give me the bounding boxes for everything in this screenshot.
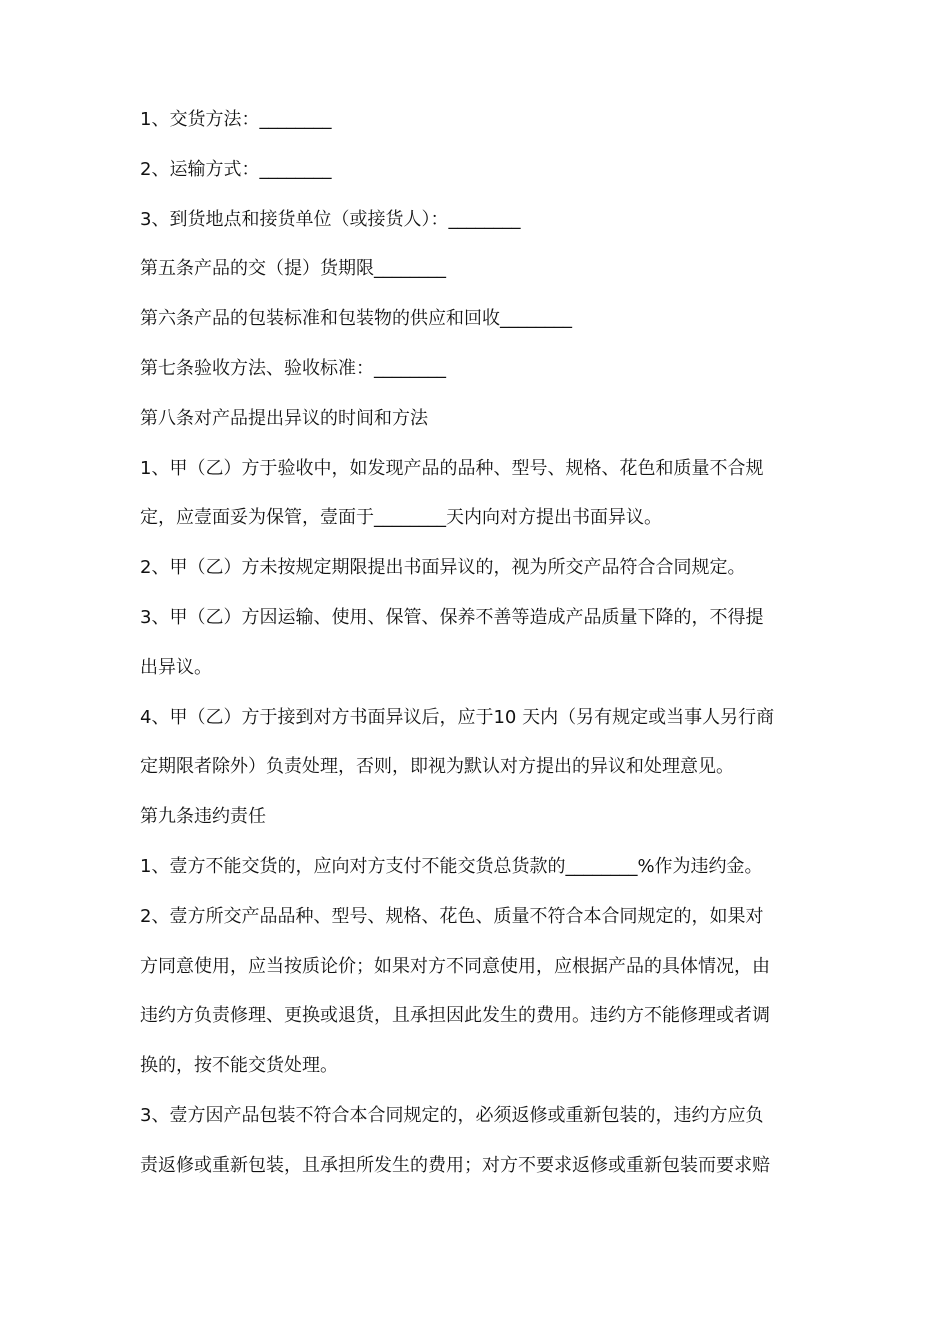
article-9-item-2-line-2: 方同意使用，应当按质论价；如果对方不同意使用，应根据产品的具体情况，由 — [140, 955, 770, 977]
article-9-item-2-line-4: 换的，按不能交货处理。 — [140, 1055, 338, 1077]
article-8-heading: 第八条对产品提出异议的时间和方法 — [140, 407, 428, 429]
article-9-heading: 第九条违约责任 — [140, 806, 266, 828]
article-7-line: 第七条验收方法、验收标准：________ — [140, 357, 446, 379]
article-9-item-3-line-2: 责返修或重新包装，且承担所发生的费用；对方不要求返修或重新包装而要求赔 — [140, 1154, 770, 1176]
article-8-item-3-line-1: 3、甲（乙）方因运输、使用、保管、保养不善等造成产品质量下降的，不得提 — [140, 606, 764, 628]
article-9-item-3-line-1: 3、壹方因产品包装不符合本合同规定的，必须返修或重新包装的，违约方应负 — [140, 1104, 764, 1126]
article-8-item-2: 2、甲（乙）方未按规定期限提出书面异议的，视为所交产品符合合同规定。 — [140, 557, 746, 579]
delivery-method-line: 1、交货方法：________ — [140, 109, 332, 130]
article-5-line: 第五条产品的交（提）货期限________ — [140, 258, 446, 280]
arrival-place-line: 3、到货地点和接货单位（或接货人）：________ — [140, 208, 521, 230]
article-9-item-2-line-3: 违约方负责修理、更换或退货，且承担因此发生的费用。违约方不能修理或者调 — [140, 1005, 770, 1027]
document-page — [140, 95, 820, 1191]
article-8-item-1-line-1: 1、甲（乙）方于验收中，如发现产品的品种、型号、规格、花色和质量不合规 — [140, 457, 764, 479]
article-6-line: 第六条产品的包装标准和包装物的供应和回收________ — [140, 308, 572, 330]
article-8-item-1-line-2: 定，应壹面妥为保管，壹面于________天内向对方提出书面异议。 — [140, 507, 662, 529]
article-8-item-4-line-2: 定期限者除外）负责处理，否则，即视为默认对方提出的异议和处理意见。 — [140, 756, 734, 778]
article-8-item-4-line-1: 4、甲（乙）方于接到对方书面异议后，应于10 天内（另有规定或当事人另行商 — [140, 706, 775, 728]
article-8-item-3-line-2: 出异议。 — [140, 656, 212, 678]
article-9-item-1: 1、壹方不能交货的，应向对方支付不能交货总货款的________%作为违约金。 — [140, 855, 763, 877]
transport-method-line: 2、运输方式：________ — [140, 158, 332, 180]
article-9-item-2-line-1: 2、壹方所交产品品种、型号、规格、花色、质量不符合本合同规定的，如果对 — [140, 905, 764, 927]
